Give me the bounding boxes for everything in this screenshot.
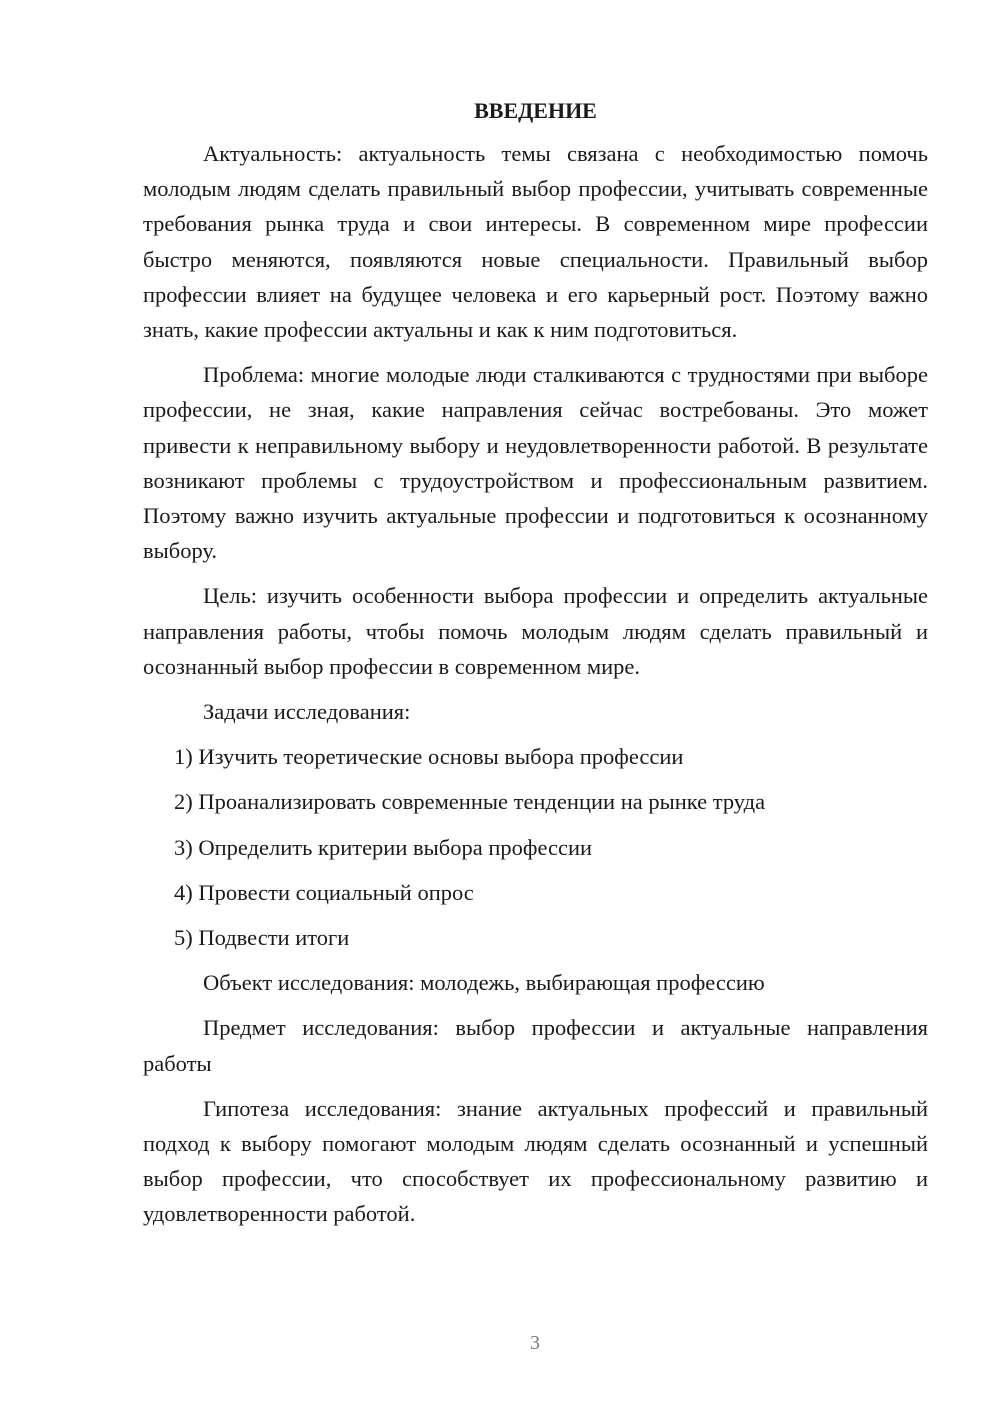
list-item: 5) Подвести итоги <box>174 925 350 951</box>
research-object: Объект исследования: молодежь, выбирающая профессию <box>203 970 765 996</box>
goal-paragraph: Цель: изучить особенности выбора профессии и определить актуальные направления работы, чтобы помочь молодым людям сделать правильный и осознанный выбор профессии в современном мире. <box>143 583 928 679</box>
page-number: 3 <box>530 1332 540 1354</box>
list-item: 3) Определить критерии выбора профессии <box>174 834 593 860</box>
tasks-heading: Задачи исследования: <box>203 699 411 725</box>
page-title: ВВЕДЕНИЕ <box>474 98 597 123</box>
task-list <box>143 739 928 955</box>
problem-paragraph: Проблема: многие молодые люди сталкиваются с трудностями при выборе профессии, не зная, какие направления сейчас востребованы. Это может привести к неправильному выбору и неудовлетворенности работой. В результате возникают проблемы с трудоустройством и профессиональным развитием. Поэтому важно изучить актуальные профессии и подготовиться к осознанному выбору. <box>143 362 928 564</box>
research-hypothesis: Гипотеза исследования: знание актуальных профессий и правильный подход к выбору помогают молодым людям сделать осознанный и успешный выбор профессии, что способствует их профессиональному развитию и удовлетворенности работой. <box>143 1095 928 1227</box>
page-content <box>143 96 928 1242</box>
relevance-paragraph: Актуальность: актуальность темы связана с необходимостью помочь молодым людям сделать правильный выбор профессии, учитывать современные требования рынка труда и свои интересы. В современном мире профессии быстро меняются, появляются новые специальности. Правильный выбор профессии влияет на будущее человека и его карьерный рост. Поэтому важно знать, какие профессии актуальны и как к ним подготовиться. <box>143 141 928 343</box>
list-item: 4) Провести социальный опрос <box>174 879 474 905</box>
research-subject: Предмет исследования: выбор профессии и актуальные направления работы <box>143 1015 928 1076</box>
list-item: 1) Изучить теоретические основы выбора профессии <box>174 744 684 770</box>
list-item: 2) Проанализировать современные тенденции на рынке труда <box>174 789 766 815</box>
